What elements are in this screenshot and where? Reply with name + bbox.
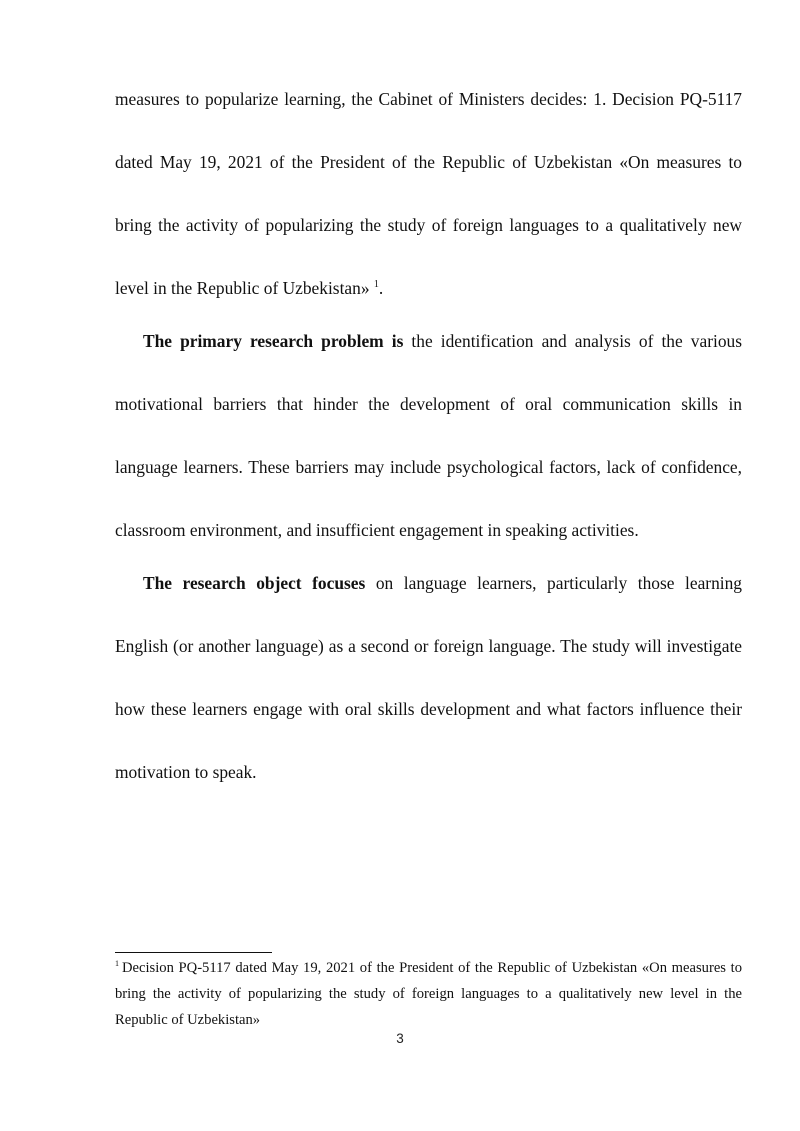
body-text xyxy=(115,68,742,804)
footnote xyxy=(115,955,742,1033)
paragraph-research-object xyxy=(115,552,742,804)
paragraph-lead: The research object focuses xyxy=(143,573,366,593)
footnote-separator xyxy=(115,952,272,953)
paragraph-lead: The primary research problem is xyxy=(143,331,404,351)
footnote-text: Decision PQ-5117 dated May 19, 2021 of the President of the Republic of Uzbekistan «On measures to bring the activity of popularizing the study of foreign languages to a qualitatively new level in the Republic of Uzbekistan» xyxy=(115,960,742,1028)
paragraph-text: on language learners, particularly those learning English (or another language) as a second or foreign language. The study will investigate how these learners engage with oral skills development and what factors influence their motivation to speak. xyxy=(115,573,742,782)
footnote-marker: 1 xyxy=(115,959,119,969)
paragraph-text: the identification and analysis of the various motivational barriers that hinder the development of oral communication skills in language learners. These barriers may include psychological factors, lack of confidence, classroom environment, and insufficient engagement in speaking activities. xyxy=(115,331,742,540)
page-number: 3 xyxy=(396,1031,404,1046)
paragraph-research-problem xyxy=(115,310,742,562)
paragraph-tail: . xyxy=(378,278,384,298)
paragraph-text: measures to popularize learning, the Cabinet of Ministers decides: 1. Decision PQ-5117 dated May 19, 2021 of the President of the Republic of Uzbekistan «On measures to bring the activity of popularizing the study of foreign languages to a qualitatively new level in the Republic of Uzbekistan» xyxy=(115,89,742,298)
paragraph-decision-intro xyxy=(115,68,742,320)
footnote-reference[interactable]: 1 xyxy=(373,279,379,291)
